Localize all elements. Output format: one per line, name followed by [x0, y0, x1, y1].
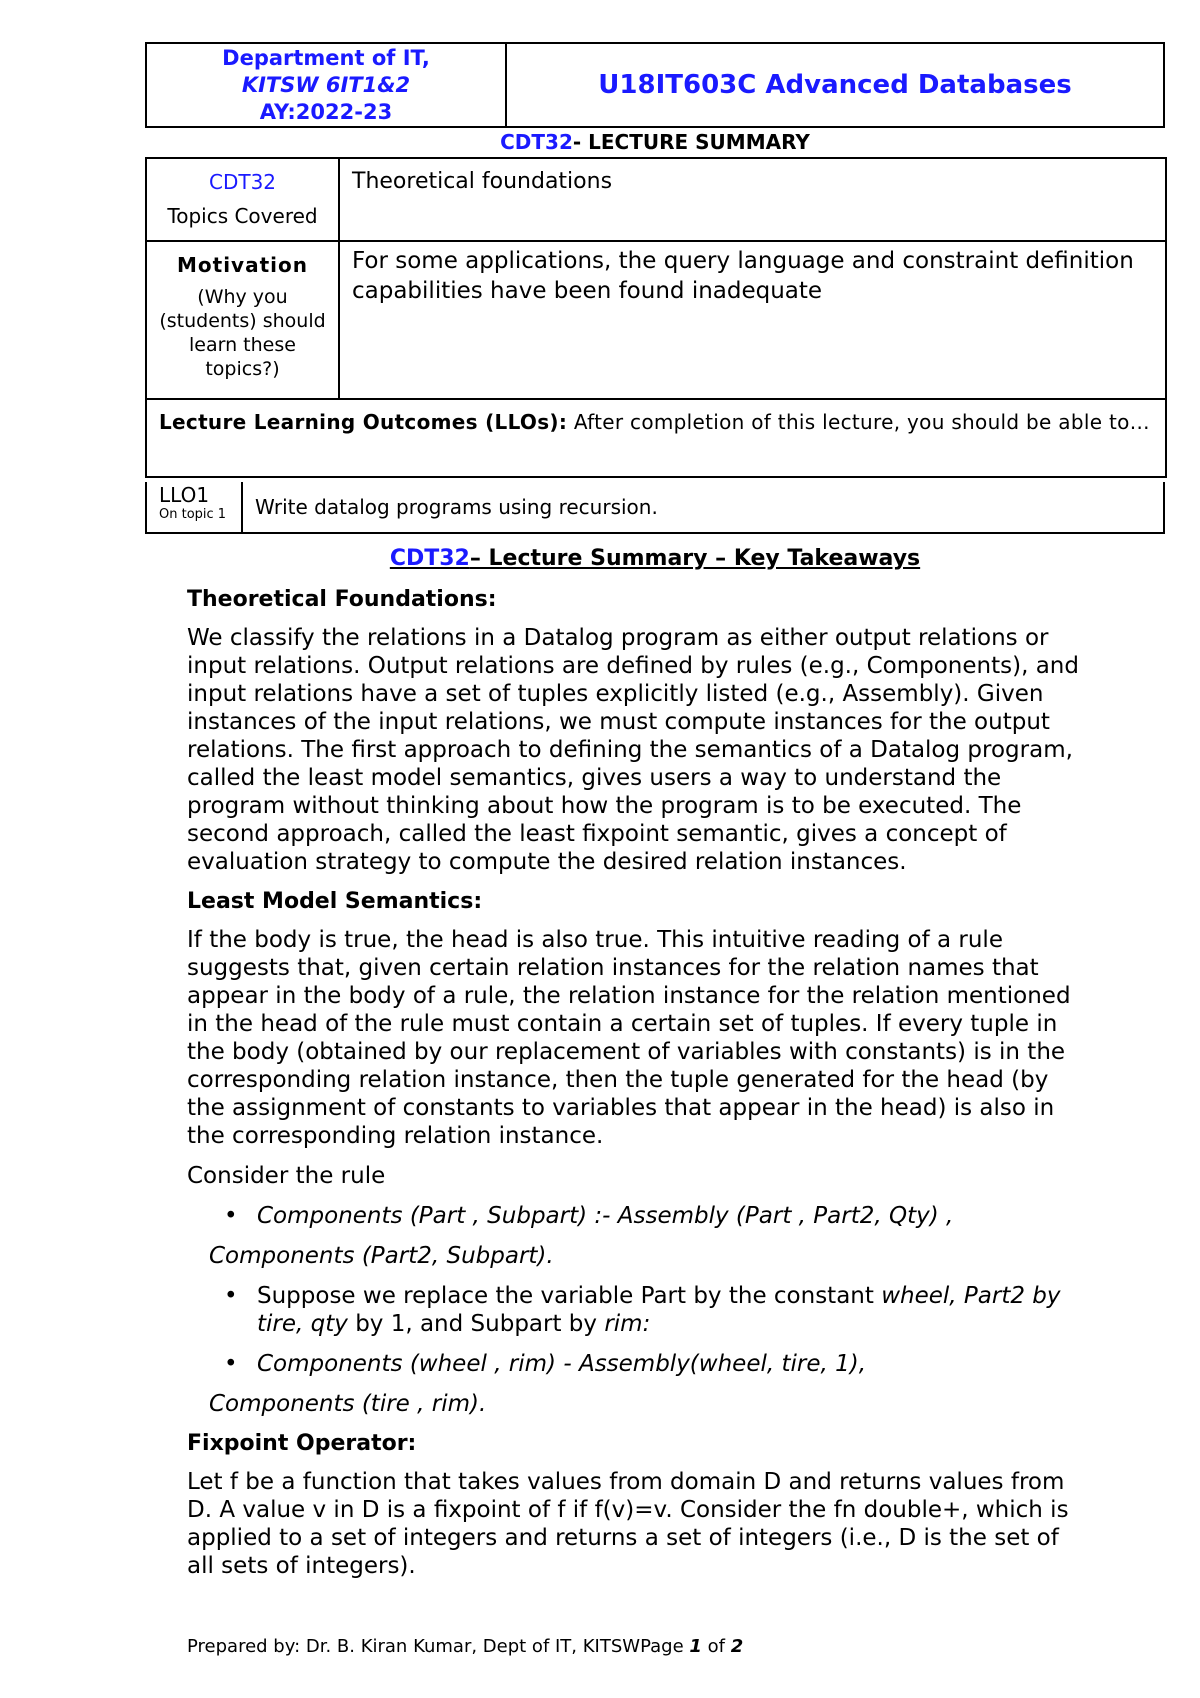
llo1-label-cell — [147, 482, 243, 532]
llo1-value: Write datalog programs using recursion. — [255, 495, 658, 519]
bullet-substitution-a: Suppose we replace the variable Part by the constant — [257, 1283, 874, 1309]
summary-code: CDT32 — [500, 130, 573, 154]
motivation-value: For some applications, the query language and constraint definition capabilities have been found inadequate — [339, 241, 1166, 399]
bullet-rule-continuation: Components (Part2, Subpart). — [209, 1243, 554, 1269]
summary-content — [187, 586, 1087, 1592]
class-line: KITSW 6IT1&2 — [241, 72, 411, 97]
section-text-theoretical-foundations: We classify the relations in a Datalog program as either output relations or input relations. Output relations are defined by rules (e.g., Components), and input relations have a set of tuples explicitly listed (e.g., Assembly). Given instances of the input relations, we must compute instances for the output relations. The first approach to defining the semantics of a Datalog program, called the least model semantics, gives users a way to understand the program without thinking about how the program is to be executed. The second approach, called the least fixpoint semantic, gives a concept of evaluation strategy to compute the desired relation instances. — [187, 625, 1079, 875]
bullet-instance-continuation: Components (tire , rim). — [209, 1391, 487, 1417]
bullet-dot-icon: • — [224, 1283, 238, 1309]
llo-heading: Lecture Learning Outcomes (LLOs): — [159, 410, 568, 434]
motivation-cell — [146, 241, 339, 399]
llo-intro-cell — [146, 399, 1166, 477]
page-word: Page — [640, 1636, 684, 1657]
topics-label: Topics Covered — [167, 204, 318, 228]
bullet-substitution — [187, 1282, 1087, 1338]
section-heading-theoretical-foundations: Theoretical Foundations: — [187, 587, 497, 612]
bullet-instance — [187, 1350, 1087, 1378]
bullet-rule — [187, 1202, 1087, 1230]
section-text-least-model: If the body is true, the head is also true. This intuitive reading of a rule suggests that, given certain relation instances for the relation names that appear in the body of a rule, the relation instance for the relation mentioned in the head of the rule must contain a certain set of tuples. If every tuple in the body (obtained by our replacement of variables with constants) is in the corresponding relation instance, then the tuple generated for the head (by the assignment of constants to variables that appear in the head) is also in the corresponding relation instance. — [187, 927, 1071, 1149]
key-takeaways-code: CDT32 — [389, 546, 470, 571]
academic-year: AY:2022-23 — [259, 99, 393, 124]
department-block — [147, 44, 507, 126]
bullet-dot-icon: • — [224, 1351, 238, 1377]
document-header — [145, 42, 1165, 128]
key-takeaways-text: – Lecture Summary – Key Takeaways — [469, 546, 921, 571]
llo1-topic: On topic 1 — [159, 507, 227, 522]
bullet-substitution-b: wheel, Part2 by tire, qty — [257, 1283, 1061, 1337]
page-total: 2 — [730, 1636, 744, 1657]
section-heading-fixpoint: Fixpoint Operator: — [187, 1431, 417, 1456]
bullet-substitution-d: rim: — [604, 1311, 651, 1337]
course-title: U18IT603C Advanced Databases — [598, 70, 1072, 100]
of-word: of — [707, 1636, 726, 1657]
motivation-subtitle: (Why you (students) should learn these topics?) — [159, 286, 326, 380]
page-number: 1 — [689, 1636, 702, 1657]
bullet-rule-text: Components (Part , Subpart) :- Assembly (Part , Part2, Qty) , — [257, 1203, 954, 1229]
page-footer — [187, 1636, 743, 1657]
lecture-summary-title — [145, 130, 1165, 154]
topic-code: CDT32 — [208, 170, 277, 194]
motivation-label: Motivation — [177, 253, 308, 277]
bullet-instance-text: Components (wheel , rim) - Assembly(wheel, tire, 1), — [257, 1351, 867, 1377]
topic-cell — [146, 158, 339, 241]
llo1-code: LLO1 — [159, 483, 210, 507]
lecture-table — [145, 157, 1167, 478]
prepared-by: Prepared by: Dr. B. Kiran Kumar, Dept of IT, KITSW — [187, 1636, 641, 1657]
topics-value: Theoretical foundations — [339, 158, 1166, 241]
key-takeaways-title — [145, 546, 1165, 571]
llo1-row — [145, 482, 1165, 534]
consider-text: Consider the rule — [187, 1163, 386, 1189]
bullet-dot-icon: • — [224, 1203, 238, 1229]
bullet-substitution-c: by 1, and Subpart by — [355, 1311, 598, 1337]
llo-intro: After completion of this lecture, you should be able to… — [573, 410, 1150, 434]
summary-title-text: - LECTURE SUMMARY — [572, 130, 810, 154]
section-heading-least-model: Least Model Semantics: — [187, 889, 483, 914]
section-text-fixpoint: Let f be a function that takes values from domain D and returns values from D. A value v in D is a fixpoint of f if f(v)=v. Consider the fn double+, which is applied to a set of integers and returns a set of integers (i.e., D is the set of all sets of integers). — [187, 1469, 1069, 1579]
department-line: Department of IT, — [222, 45, 430, 70]
